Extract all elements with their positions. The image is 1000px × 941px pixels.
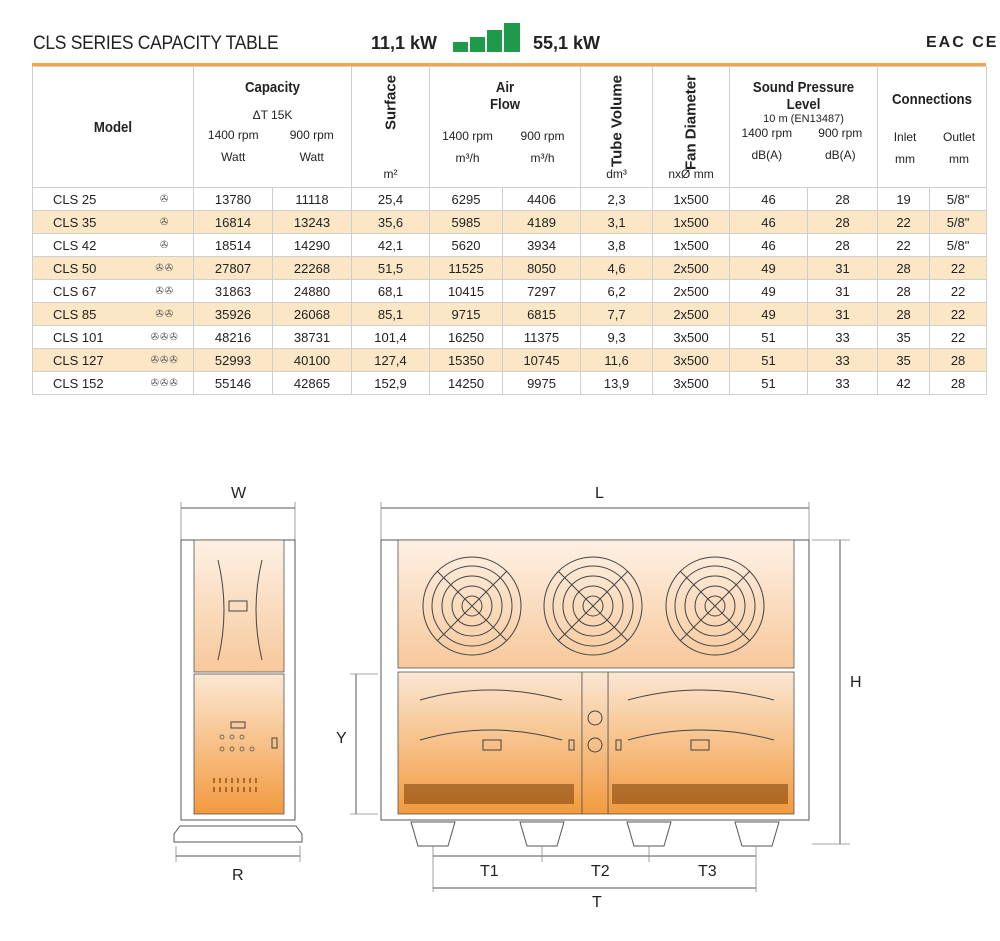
page-title: CLS SERIES CAPACITY TABLE bbox=[33, 33, 279, 54]
cell-air900: 6815 bbox=[503, 303, 581, 326]
cell-cap900: 13243 bbox=[273, 211, 352, 234]
cell-air1400: 6295 bbox=[430, 188, 503, 211]
cell-surface: 35,6 bbox=[352, 211, 430, 234]
capacity-rpm900: 900 rpm bbox=[289, 128, 334, 142]
cell-air900: 3934 bbox=[503, 234, 581, 257]
unit-dba-1: dB(A) bbox=[751, 148, 783, 162]
header-sound bbox=[730, 67, 878, 188]
dim-label-w: W bbox=[231, 485, 247, 502]
header-tube-label: Tube Volume bbox=[608, 75, 626, 167]
cell-fan: 3x500 bbox=[653, 326, 730, 349]
cell-model: CLS 35 bbox=[33, 211, 137, 234]
cell-snd1400: 46 bbox=[730, 188, 808, 211]
cell-fan: 3x500 bbox=[653, 349, 730, 372]
cell-outlet: 28 bbox=[930, 349, 987, 372]
cell-inlet: 28 bbox=[878, 303, 930, 326]
capacity-min-label: 11,1 kW bbox=[371, 33, 438, 53]
cell-cap900: 24880 bbox=[273, 280, 352, 303]
cell-air900: 9975 bbox=[503, 372, 581, 395]
cell-snd900: 33 bbox=[808, 326, 878, 349]
technical-drawings bbox=[0, 470, 1000, 936]
cell-air1400: 11525 bbox=[430, 257, 503, 280]
cell-tube: 3,1 bbox=[581, 211, 653, 234]
unit-nxdia: nxØ mm bbox=[668, 167, 714, 181]
cell-snd900: 33 bbox=[808, 372, 878, 395]
table-header-row bbox=[33, 67, 987, 188]
table-row bbox=[33, 188, 987, 211]
cell-surface: 42,1 bbox=[352, 234, 430, 257]
connections-subheaders bbox=[878, 130, 986, 144]
cell-air1400: 15350 bbox=[430, 349, 503, 372]
cell-model: CLS 67 bbox=[33, 280, 137, 303]
cell-cap900: 26068 bbox=[273, 303, 352, 326]
cell-snd900: 31 bbox=[808, 303, 878, 326]
capacity-bar-1 bbox=[453, 42, 468, 52]
header-model-label: Model bbox=[93, 118, 133, 136]
dim-label-t2: T2 bbox=[591, 863, 610, 880]
header-connections bbox=[878, 67, 987, 188]
dim-label-t3: T3 bbox=[698, 863, 717, 880]
cell-fan: 2x500 bbox=[653, 257, 730, 280]
cell-outlet: 5/8" bbox=[930, 211, 987, 234]
cell-tube: 13,9 bbox=[581, 372, 653, 395]
cell-model: CLS 25 bbox=[33, 188, 137, 211]
cell-surface: 85,1 bbox=[352, 303, 430, 326]
capacity-scale-icon bbox=[453, 22, 523, 52]
cell-cap900: 40100 bbox=[273, 349, 352, 372]
unit-watt-2: Watt bbox=[299, 150, 324, 164]
cell-cap1400: 16814 bbox=[194, 211, 273, 234]
header-flow-label: Flow bbox=[489, 96, 521, 113]
cell-snd900: 31 bbox=[808, 257, 878, 280]
header-capacity-sub: ΔT 15K bbox=[252, 108, 293, 122]
cell-cap1400: 18514 bbox=[194, 234, 273, 257]
cell-air900: 10745 bbox=[503, 349, 581, 372]
header-model bbox=[33, 67, 194, 188]
cell-inlet: 22 bbox=[878, 234, 930, 257]
cell-fan: 1x500 bbox=[653, 188, 730, 211]
table-row bbox=[33, 234, 987, 257]
cell-outlet: 5/8" bbox=[930, 188, 987, 211]
cell-surface: 51,5 bbox=[352, 257, 430, 280]
header-air-flow bbox=[430, 67, 581, 188]
cell-snd900: 31 bbox=[808, 280, 878, 303]
table-row bbox=[33, 303, 987, 326]
cell-snd1400: 51 bbox=[730, 326, 808, 349]
cell-surface: 68,1 bbox=[352, 280, 430, 303]
fan-count-icon: ✇ bbox=[137, 188, 194, 211]
cell-snd900: 28 bbox=[808, 234, 878, 257]
cell-cap1400: 13780 bbox=[194, 188, 273, 211]
air-units bbox=[430, 151, 580, 165]
table-row bbox=[33, 349, 987, 372]
cell-cap900: 11118 bbox=[273, 188, 352, 211]
cell-inlet: 28 bbox=[878, 280, 930, 303]
outlet-label: Outlet bbox=[943, 130, 976, 144]
cell-cap1400: 48216 bbox=[194, 326, 273, 349]
cell-inlet: 22 bbox=[878, 211, 930, 234]
cell-air900: 8050 bbox=[503, 257, 581, 280]
cell-cap1400: 31863 bbox=[194, 280, 273, 303]
cell-air900: 7297 bbox=[503, 280, 581, 303]
unit-watt-1: Watt bbox=[221, 150, 246, 164]
unit-m3h-2: m³/h bbox=[530, 151, 555, 165]
cell-surface: 101,4 bbox=[352, 326, 430, 349]
unit-dm3: dm³ bbox=[606, 167, 627, 181]
table-row bbox=[33, 372, 987, 395]
cell-tube: 4,6 bbox=[581, 257, 653, 280]
cell-tube: 11,6 bbox=[581, 349, 653, 372]
cell-air1400: 16250 bbox=[430, 326, 503, 349]
cell-snd900: 33 bbox=[808, 349, 878, 372]
air-rpm1400: 1400 rpm bbox=[442, 129, 493, 143]
cell-inlet: 42 bbox=[878, 372, 930, 395]
fan-count-icon: ✇ bbox=[137, 234, 194, 257]
dimension-drawing bbox=[0, 470, 1000, 936]
header-surface bbox=[352, 67, 430, 188]
air-subheaders bbox=[430, 129, 580, 143]
cell-model: CLS 42 bbox=[33, 234, 137, 257]
unit-m2: m² bbox=[383, 167, 398, 181]
fan-count-icon: ✇✇ bbox=[137, 257, 194, 280]
cell-model: CLS 152 bbox=[33, 372, 137, 395]
cell-tube: 6,2 bbox=[581, 280, 653, 303]
fan-count-icon: ✇✇ bbox=[137, 303, 194, 326]
dim-label-r: R bbox=[232, 867, 244, 884]
table-body bbox=[33, 188, 987, 395]
cell-snd1400: 51 bbox=[730, 349, 808, 372]
unit-m3h-1: m³/h bbox=[455, 151, 480, 165]
cell-snd1400: 49 bbox=[730, 303, 808, 326]
cell-snd900: 28 bbox=[808, 188, 878, 211]
cell-cap1400: 55146 bbox=[194, 372, 273, 395]
cell-snd1400: 51 bbox=[730, 372, 808, 395]
cell-tube: 3,8 bbox=[581, 234, 653, 257]
table-row bbox=[33, 326, 987, 349]
dim-label-l: L bbox=[595, 485, 604, 502]
cell-model: CLS 101 bbox=[33, 326, 137, 349]
cell-inlet: 28 bbox=[878, 257, 930, 280]
sound-units bbox=[730, 148, 877, 162]
cell-inlet: 35 bbox=[878, 349, 930, 372]
cell-model: CLS 85 bbox=[33, 303, 137, 326]
cell-cap1400: 27807 bbox=[194, 257, 273, 280]
cell-air1400: 14250 bbox=[430, 372, 503, 395]
header-capacity bbox=[194, 67, 352, 188]
dim-label-y: Y bbox=[336, 730, 347, 747]
cell-cap900: 42865 bbox=[273, 372, 352, 395]
cell-snd1400: 46 bbox=[730, 211, 808, 234]
cell-surface: 152,9 bbox=[352, 372, 430, 395]
cell-inlet: 35 bbox=[878, 326, 930, 349]
inlet-label: Inlet bbox=[893, 130, 917, 144]
page-header bbox=[0, 0, 1000, 66]
unit-mm-2: mm bbox=[949, 152, 970, 166]
capacity-bar-2 bbox=[470, 37, 485, 52]
header-air-label: Air bbox=[495, 79, 515, 96]
side-view bbox=[174, 502, 302, 862]
cell-fan: 1x500 bbox=[653, 211, 730, 234]
cell-outlet: 22 bbox=[930, 303, 987, 326]
cell-air900: 11375 bbox=[503, 326, 581, 349]
fan-count-icon: ✇✇✇ bbox=[137, 349, 194, 372]
cell-cap900: 38731 bbox=[273, 326, 352, 349]
dim-label-t: T bbox=[592, 894, 602, 911]
capacity-bar-3 bbox=[487, 30, 502, 52]
unit-mm-1: mm bbox=[895, 152, 916, 166]
cell-outlet: 22 bbox=[930, 257, 987, 280]
cell-air1400: 10415 bbox=[430, 280, 503, 303]
header-connections-label: Connections bbox=[892, 91, 973, 108]
capacity-max-label: 55,1 kW bbox=[533, 33, 601, 53]
cell-cap900: 22268 bbox=[273, 257, 352, 280]
fan-count-icon: ✇✇✇ bbox=[137, 372, 194, 395]
cell-air900: 4406 bbox=[503, 188, 581, 211]
unit-dba-2: dB(A) bbox=[824, 148, 856, 162]
cell-outlet: 22 bbox=[930, 280, 987, 303]
cell-air1400: 9715 bbox=[430, 303, 503, 326]
front-view bbox=[350, 502, 850, 892]
table-row bbox=[33, 257, 987, 280]
cell-air900: 4189 bbox=[503, 211, 581, 234]
header-tube-volume bbox=[581, 67, 653, 188]
header-surface-label: Surface bbox=[382, 75, 400, 131]
fan-count-icon: ✇✇ bbox=[137, 280, 194, 303]
cell-snd1400: 49 bbox=[730, 257, 808, 280]
cell-cap1400: 35926 bbox=[194, 303, 273, 326]
header-sound-sub: 10 m (EN13487) bbox=[763, 113, 844, 125]
cell-tube: 2,3 bbox=[581, 188, 653, 211]
cell-outlet: 28 bbox=[930, 372, 987, 395]
fan-count-icon: ✇ bbox=[137, 211, 194, 234]
header-level-label: Level bbox=[786, 96, 821, 113]
cell-snd1400: 49 bbox=[730, 280, 808, 303]
table-row bbox=[33, 280, 987, 303]
cell-inlet: 19 bbox=[878, 188, 930, 211]
capacity-subheaders bbox=[194, 128, 351, 142]
cell-model: CLS 50 bbox=[33, 257, 137, 280]
cell-cap900: 14290 bbox=[273, 234, 352, 257]
capacity-rpm1400: 1400 rpm bbox=[207, 128, 259, 142]
sound-rpm900: 900 rpm bbox=[818, 126, 863, 140]
cell-surface: 25,4 bbox=[352, 188, 430, 211]
capacity-bar-4 bbox=[504, 23, 520, 52]
cell-tube: 9,3 bbox=[581, 326, 653, 349]
cell-outlet: 5/8" bbox=[930, 234, 987, 257]
table-row bbox=[33, 211, 987, 234]
header-fan-diameter bbox=[653, 67, 730, 188]
sound-rpm1400: 1400 rpm bbox=[741, 126, 793, 140]
header-fan-label: Fan Diameter bbox=[682, 75, 700, 171]
dim-label-h: H bbox=[850, 674, 862, 691]
cell-model: CLS 127 bbox=[33, 349, 137, 372]
cell-snd1400: 46 bbox=[730, 234, 808, 257]
cell-outlet: 22 bbox=[930, 326, 987, 349]
cell-fan: 3x500 bbox=[653, 372, 730, 395]
cell-tube: 7,7 bbox=[581, 303, 653, 326]
header-capacity-label: Capacity bbox=[244, 79, 301, 96]
cell-fan: 2x500 bbox=[653, 303, 730, 326]
header-sound-label: Sound Pressure bbox=[752, 79, 855, 96]
cell-snd900: 28 bbox=[808, 211, 878, 234]
cell-air1400: 5985 bbox=[430, 211, 503, 234]
cell-surface: 127,4 bbox=[352, 349, 430, 372]
dim-label-t1: T1 bbox=[480, 863, 499, 880]
capacity-table bbox=[32, 66, 987, 395]
sound-subheaders bbox=[730, 126, 877, 140]
cell-fan: 2x500 bbox=[653, 280, 730, 303]
connections-units bbox=[878, 152, 986, 166]
cell-cap1400: 52993 bbox=[194, 349, 273, 372]
air-rpm900: 900 rpm bbox=[520, 129, 565, 143]
fan-count-icon: ✇✇✇ bbox=[137, 326, 194, 349]
capacity-units bbox=[194, 150, 351, 164]
cell-fan: 1x500 bbox=[653, 234, 730, 257]
certification-marks: EAC CE bbox=[926, 34, 999, 51]
cell-air1400: 5620 bbox=[430, 234, 503, 257]
